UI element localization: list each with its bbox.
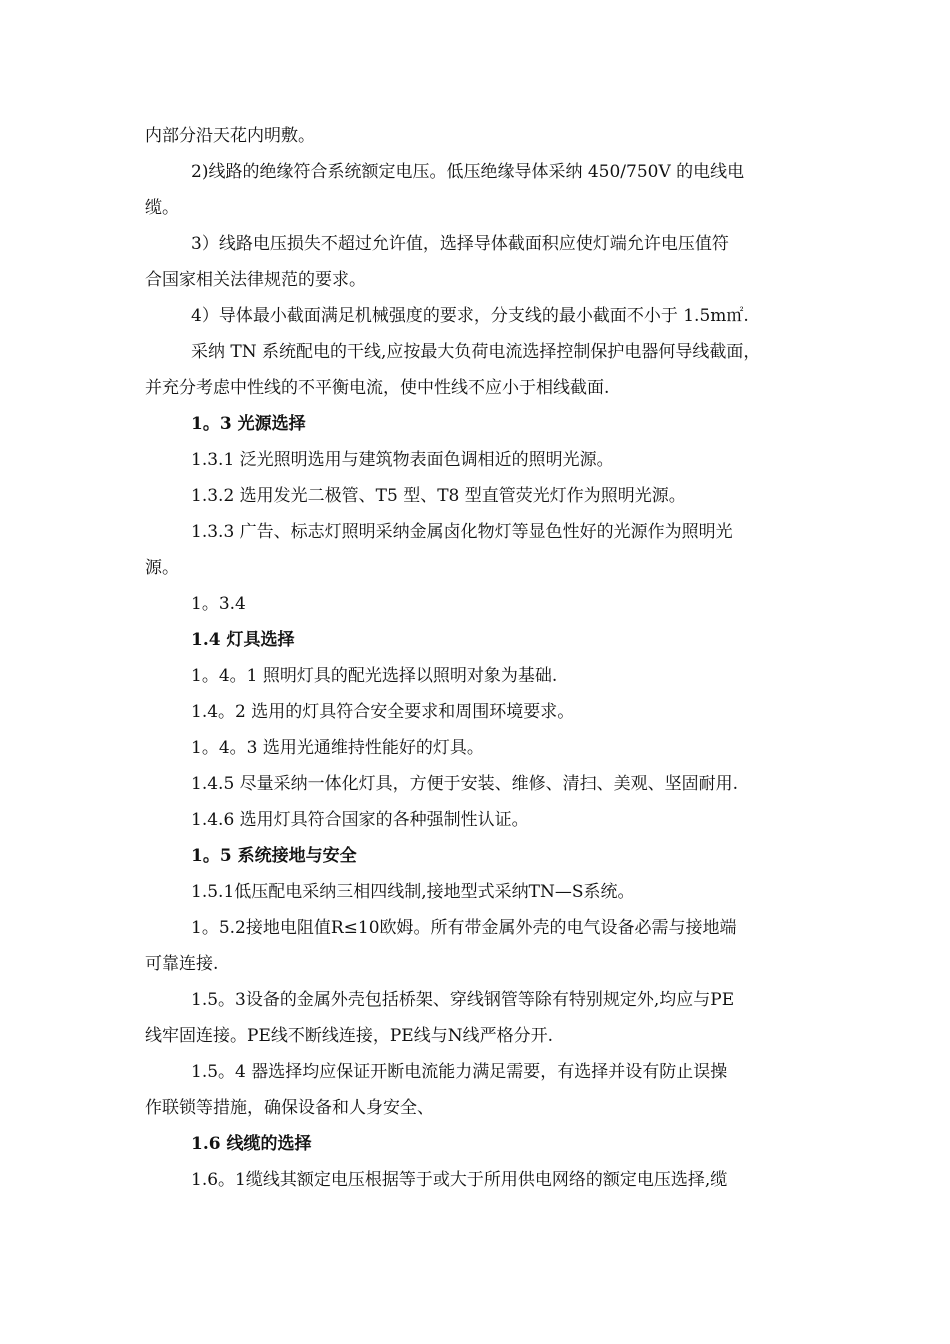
body-text-line: 并充分考虑中性线的不平衡电流，使中性线不应小于相线截面. <box>145 378 610 398</box>
section-heading: 1。5 系统接地与安全 <box>191 846 357 866</box>
body-text-line: 1.4.6 选用灯具符合国家的各种强制性认证。 <box>191 810 529 830</box>
body-text-line: 2)线路的绝缘符合系统额定电压。低压绝缘导体采纳 450/750V 的电线电 <box>191 162 745 182</box>
body-text-line: 1.4.5 尽量采纳一体化灯具，方便于安装、维修、清扫、美观、坚固耐用. <box>191 774 739 794</box>
body-text-line: 采纳 TN 系统配电的干线,应按最大负荷电流选择控制保护电器何导线截面， <box>191 342 761 362</box>
body-text-line: 1.6。1缆线其额定电压根据等于或大于所用供电网络的额定电压选择,缆 <box>191 1170 728 1190</box>
body-text-line: 3）线路电压损失不超过允许值，选择导体截面积应使灯端允许电压值符 <box>191 234 729 254</box>
body-text-line: 合国家相关法律规范的要求。 <box>145 270 366 290</box>
body-text-line: 线牢固连接。PE线不断线连接，PE线与N线严格分开. <box>145 1026 553 1046</box>
section-heading: 1.4 灯具选择 <box>191 630 295 650</box>
body-text-line: 1。3.4 <box>191 594 246 614</box>
body-text-line: 1.5。3设备的金属外壳包括桥架、穿线钢管等除有特别规定外,均应与PE <box>191 990 735 1010</box>
body-text-line: 可靠连接. <box>145 954 219 974</box>
body-text-line: 1。4。1 照明灯具的配光选择以照明对象为基础. <box>191 666 558 686</box>
body-text-line: 缆。 <box>145 198 179 218</box>
body-text-line: 1。5.2接地电阻值R≤10欧姆。所有带金属外壳的电气设备必需与接地端 <box>191 918 737 938</box>
body-text-line: 1。4。3 选用光通维持性能好的灯具。 <box>191 738 484 758</box>
body-text-line: 1.3.1 泛光照明选用与建筑物表面色调相近的照明光源。 <box>191 450 614 470</box>
body-text-line: 作联锁等措施，确保设备和人身安全、 <box>145 1098 434 1118</box>
document-body <box>145 118 810 1198</box>
body-text-line: 1.3.2 选用发光二极管、T5 型、T8 型直管荧光灯作为照明光源。 <box>191 486 686 506</box>
body-text-line: 4）导体最小截面满足机械强度的要求，分支线的最小截面不小于 1.5m㎡. <box>191 306 749 326</box>
body-text-line: 1.5.1低压配电采纳三相四线制,接地型式采纳TN—S系统。 <box>191 882 635 902</box>
section-heading: 1。3 光源选择 <box>191 414 306 434</box>
body-text-line: 1.3.3 广告、标志灯照明采纳金属卤化物灯等显色性好的光源作为照明光 <box>191 522 733 542</box>
section-heading: 1.6 线缆的选择 <box>191 1134 312 1154</box>
body-text-line: 1.5。4 器选择均应保证开断电流能力满足需要，有选择并设有防止误操 <box>191 1062 728 1082</box>
body-text-line: 内部分沿天花内明敷。 <box>145 126 315 146</box>
body-text-line: 1.4。2 选用的灯具符合安全要求和周围环境要求。 <box>191 702 575 722</box>
body-text-line: 源。 <box>145 558 179 578</box>
